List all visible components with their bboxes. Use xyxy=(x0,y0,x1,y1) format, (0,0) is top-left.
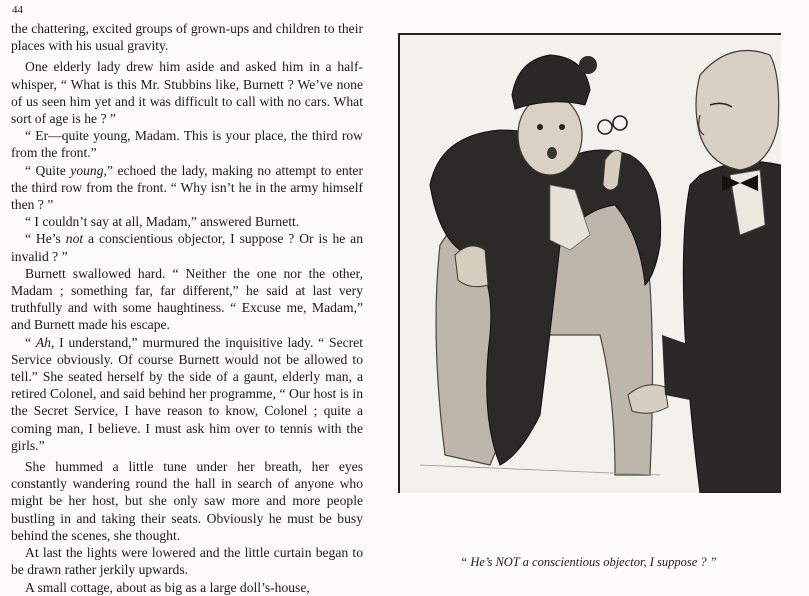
body-text xyxy=(11,20,363,596)
paragraph xyxy=(11,58,363,127)
paragraph-text: She hummed a little tune under her breath, her eyes constantly wandering round the hall in search of anyone who might be her host, but she only saw more and more people bustling in and taking their seats. Obviously he must be busy behind the scenes, she thought. xyxy=(11,459,363,543)
paragraph-text: “ I couldn’t say at all, Madam,” answered Burnett. xyxy=(25,214,300,230)
paragraph xyxy=(11,265,363,334)
italic-text: young xyxy=(70,162,104,178)
paragraph-text: A small cottage, about as big as a large doll’s-house, xyxy=(25,579,310,595)
paragraph-text: a conscientious objector, I suppose ? Or is he an invalid ? ” xyxy=(11,231,364,264)
illustration xyxy=(398,33,781,493)
paragraph-text: “ Er—quite young, Madam. This is your place, the third row from the front.” xyxy=(11,128,363,161)
paragraph-text: “ xyxy=(25,334,36,350)
paragraph-text: , I understand,” murmured the inquisitive lady. “ Secret Service obviously. Of course Burnett would not be allowed to tell.” She seated herself by the side of a gaunt, elderly man, a retired Colonel, and said behind her programme, “ Our host is in the Secret Service, I have reason to know, Colonel ; quite a coming man, I believe. I must ask him over to tennis with the girls.” xyxy=(11,334,363,453)
butler-head xyxy=(696,51,779,171)
paragraph-text: “ Quite xyxy=(25,162,71,178)
paragraph-text: “ He’s xyxy=(25,231,66,247)
paragraph xyxy=(11,334,363,454)
paragraph xyxy=(11,544,363,578)
paragraph xyxy=(11,458,363,544)
italic-text: Ah xyxy=(35,334,51,350)
paragraph xyxy=(11,127,363,161)
paragraph xyxy=(11,20,363,54)
page-number: 44 xyxy=(12,4,23,16)
paragraph-text: One elderly lady drew him aside and asked him in a half-whisper, “ What is this Mr. Stubbins like, Burnett ? We’ve none of us seen him yet and it was difficult to call with no cars. What sort of age is he ? ” xyxy=(11,59,363,127)
illustration-drawing xyxy=(400,35,781,493)
butler-coat xyxy=(683,162,781,493)
paragraph-text: At last the lights were lowered and the little curtain began to be drawn rather jerkily upwards. xyxy=(11,545,363,578)
paragraph-text: the chattering, excited groups of grown-ups and children to their places with his usual gravity. xyxy=(11,21,363,54)
paragraph-text: ,” echoed the lady, making no attempt to enter the third row from the front. “ Why isn’t he in the army himself then ? ” xyxy=(11,162,363,213)
woman-face xyxy=(518,95,582,175)
paragraph xyxy=(11,162,363,214)
paragraph xyxy=(11,579,363,596)
italic-text: not xyxy=(65,231,84,247)
illustration-caption: “ He’s NOT a conscientious objector, I suppose ? ” xyxy=(460,555,717,569)
paragraph xyxy=(11,213,363,230)
paragraph xyxy=(11,230,363,264)
paragraph-text: Burnett swallowed hard. “ Neither the one nor the other, Madam ; something far, far different,” he said at last very truthfully and with some haughtiness. “ Excuse me, Madam,” and Burnett made his escape. xyxy=(11,265,363,333)
